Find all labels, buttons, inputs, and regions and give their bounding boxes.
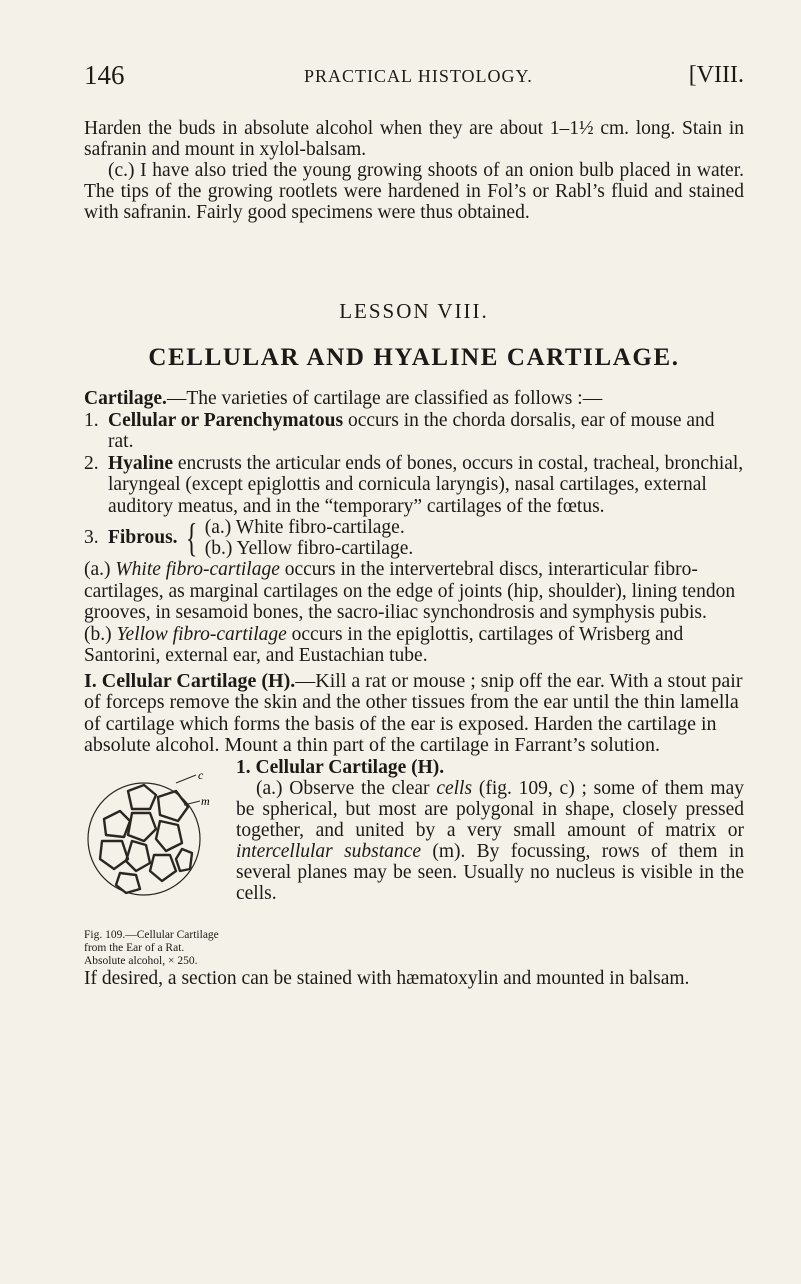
cartilage-lead: Cartilage. — [84, 388, 167, 409]
page-number: 146 — [84, 60, 125, 90]
yellow-text: occurs in the epiglottis, cartilages of Wrisberg and Santorini, external ear, and Eustachian tube. — [84, 623, 684, 666]
fibrous-options — [205, 517, 413, 559]
observation-lead: (a.) Observe the clear — [256, 777, 437, 799]
yellow-term: Yellow fibro-cartilage — [116, 623, 287, 645]
list-item-text: encrusts the articular ends of bones, occurs in costal, tracheal, bronchial, laryngeal (except epiglottis and cornicula laryngis), nasal cartilages, external auditory meatus, and in the “temporary” cartilages of the fœtus. — [108, 452, 744, 517]
section-cellular — [84, 671, 744, 757]
white-text: occurs in the intervertebral discs, interarticular fibro-cartilages, as marginal cartilages on the edge of joints (hip, shoulder), lining tendon grooves, in sesamoid bones, the sacro-iliac synchondrosis and symphysis pubis. — [84, 559, 736, 623]
fibrous-option-b: (b.) Yellow fibro-cartilage. — [204, 538, 414, 559]
lesson-title: CELLULAR AND HYALINE CARTILAGE. — [148, 344, 680, 371]
section-text: —Kill a rat or mouse ; snip off the ear. With a stout pair of forceps remove the skin and the other tissues from the ear until the thin lamella of cartilage which forms the basis of the ear is exposed. Harden the cartilage in absolute alcohol. Mount a thin part of the cartilage in Farrant’s solution. — [84, 669, 743, 756]
figure-label-c: c — [198, 767, 204, 782]
cartilage-intro — [84, 388, 744, 410]
list-item-number: 2. — [84, 452, 99, 474]
list-item-number: 1. — [84, 409, 99, 431]
section-heading: I. Cellular Cartilage (H). — [84, 669, 296, 692]
fibrous-option-a: (a.) White fibro-cartilage. — [204, 517, 405, 538]
observation-text: (fig. 109, c) ; some of them may be spherical, but most are polygonal in shape, closely pressed together, and united by a very small amount of matrix or — [236, 777, 744, 841]
figure-block — [84, 757, 744, 968]
white-lead: (a.) — [84, 559, 116, 580]
intro-paragraph-2: (c.) I have also tried the young growing shoots of an onion bulb placed in water. The tips of the growing rootlets were hardened in Fol’s or Rabl’s fluid and stained with safranin. Fairly good specimens were thus obtained. — [84, 160, 744, 223]
figure-caption: Fig. 109.—Cellular Cartilage from the Ear of a Rat. Absolute alcohol, × 250. — [84, 928, 219, 967]
figure-109 — [84, 761, 224, 968]
lesson-heading: LESSON VIII. — [339, 299, 489, 323]
observation-term-cells: cells — [436, 777, 473, 799]
observation-term-matrix: intercellular substance — [236, 840, 421, 862]
white-term: White fibro-cartilage — [115, 559, 280, 580]
observation-end: (m). By focussing, rows of them in several planes may be seen. Usually no nucleus is visible in the cells. — [236, 840, 744, 904]
list-item-term: Fibrous. — [108, 527, 178, 549]
white-fibro-paragraph — [84, 559, 744, 624]
list-item-term: Cellular or Parenchymatous — [108, 409, 344, 431]
final-paragraph: If desired, a section can be stained with hæmatoxylin and mounted in balsam. — [84, 967, 690, 989]
subsection-title: 1. Cellular Cartilage (H). — [236, 756, 445, 778]
cartilage-cells-illustration — [84, 761, 214, 921]
list-item-text: occurs in the chorda dorsalis, ear of mouse and rat. — [108, 409, 715, 452]
list-item-number: 3. — [84, 527, 99, 549]
running-title: PRACTICAL HISTOLOGY. — [304, 66, 533, 86]
list-item-term: Hyaline — [108, 452, 174, 474]
intro-paragraph-1: Harden the buds in absolute alcohol when they are about 1–1½ cm. long. Stain in safranin and mount in xylol-balsam. — [84, 118, 744, 160]
running-header — [84, 60, 744, 96]
brace-glyph: { — [185, 515, 197, 560]
list-item-cellular — [84, 410, 744, 453]
yellow-lead: (b.) — [84, 623, 117, 645]
page — [84, 60, 744, 989]
chapter-marker: [VIII. — [688, 62, 744, 88]
yellow-fibro-paragraph — [84, 624, 744, 667]
figure-label-m: m — [201, 793, 210, 808]
cartilage-lead-rest: —The varieties of cartilage are classified as follows :— — [166, 388, 603, 409]
list-item-hyaline — [84, 453, 744, 518]
list-item-fibrous — [84, 517, 744, 559]
